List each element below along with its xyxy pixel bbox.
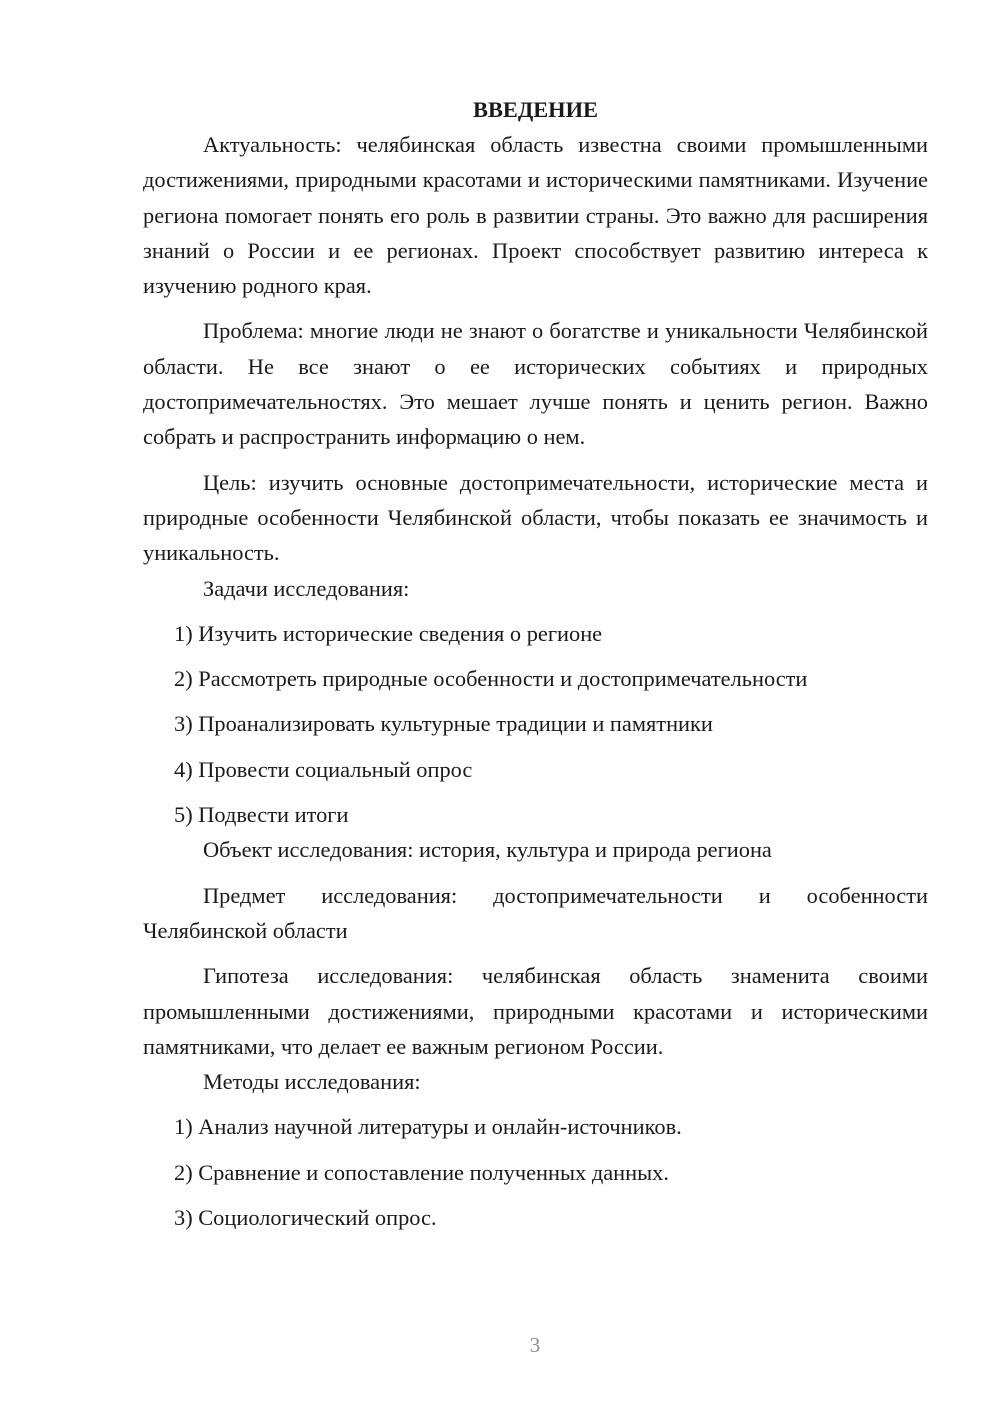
list-item: 4) Провести социальный опрос: [174, 756, 473, 782]
list-item: 3) Проанализировать культурные традиции и памятники: [174, 711, 713, 737]
list-item: 5) Подвести итоги: [174, 802, 349, 828]
paragraph-object: Объект исследования: история, культура и природа региона: [203, 837, 772, 863]
paragraph-problem: Проблема: многие люди не знают о богатстве и уникальности Челябинской области. Не все знают о ее исторических событиях и природных достопримечательностях. Это мешает лучше понять и ценить регион. Важно собрать и распространить информацию о нем.: [143, 318, 928, 450]
page-number: 3: [529, 1333, 541, 1357]
list-item: 2) Сравнение и сопоставление полученных данных.: [174, 1159, 669, 1185]
tasks-list: [143, 616, 928, 832]
page-title: ВВЕДЕНИЕ: [473, 97, 598, 122]
methods-heading: Методы исследования:: [203, 1069, 421, 1095]
paragraph-goal: Цель: изучить основные достопримечательности, исторические места и природные особенности Челябинской области, чтобы показать ее значимость и уникальность.: [143, 469, 928, 566]
list-item: 3) Социологический опрос.: [174, 1205, 437, 1231]
tasks-heading: Задачи исследования:: [203, 575, 410, 601]
paragraph-relevance: Актуальность: челябинская область известна своими промышленными достижениями, природными красотами и историческими памятниками. Изучение региона помогает понять его роль в развитии страны. Это важно для расширения знаний о России и ее регионах. Проект способствует развитию интереса к изучению родного края.: [143, 132, 928, 299]
methods-list: [143, 1109, 928, 1235]
list-item: 1) Анализ научной литературы и онлайн-источников.: [174, 1114, 682, 1140]
list-item: 1) Изучить исторические сведения о регионе: [174, 620, 603, 646]
paragraph-subject: Предмет исследования: достопримечательности и особенности Челябинской области: [143, 882, 928, 943]
document-page: [143, 92, 928, 1235]
paragraph-hypothesis: Гипотеза исследования: челябинская область знаменита своими промышленными достижениями, природными красотами и историческими памятниками, что делает ее важным регионом России.: [143, 963, 928, 1059]
list-item: 2) Рассмотреть природные особенности и достопримечательности: [174, 666, 808, 692]
